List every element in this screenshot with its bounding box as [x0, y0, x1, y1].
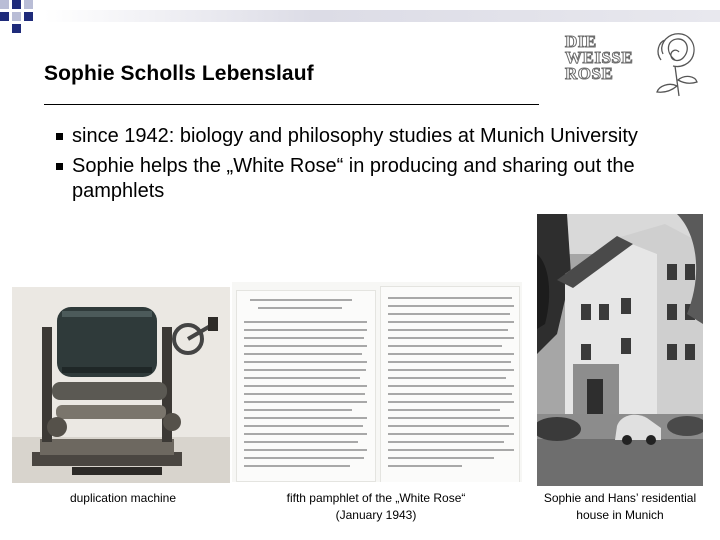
residential-house-photo [537, 214, 703, 486]
logo-line-1: DIE [565, 32, 597, 51]
house-caption-line-2: house in Munich [576, 508, 664, 522]
bullet-square-icon [56, 133, 63, 140]
duplication-machine-photo [12, 287, 230, 483]
logo-line-2: WEISSE [565, 48, 634, 67]
bullet-item [56, 124, 676, 149]
deco-square-2 [12, 0, 21, 9]
deco-square-7 [12, 24, 21, 33]
pamphlet-caption [248, 490, 504, 524]
deco-square-4 [0, 12, 9, 21]
house-caption [528, 490, 712, 524]
bullet-list [56, 124, 676, 209]
bullet-text: Sophie helps the „White Rose“ in producing and sharing out the pamphlets [72, 155, 635, 202]
bullet-item [56, 154, 676, 204]
logo-line-3: ROSE [565, 64, 614, 83]
pamphlet-caption-line-2: (January 1943) [335, 508, 417, 522]
slide-title: Sophie Scholls Lebenslauf [44, 62, 314, 85]
deco-square-5 [12, 12, 21, 21]
header-band [44, 10, 720, 22]
house-caption-line-1: Sophie and Hans’ residential [543, 491, 697, 505]
bullet-square-icon [56, 163, 63, 170]
deco-square-1 [0, 0, 9, 9]
rose-icon [645, 30, 705, 100]
white-rose-logo [555, 28, 707, 102]
bullet-text: since 1942: biology and philosophy studies at Munich University [72, 125, 638, 147]
deco-square-3 [24, 0, 33, 9]
pamphlet-photo [232, 282, 522, 482]
machine-caption: duplication machine [69, 491, 177, 505]
deco-square-6 [24, 12, 33, 21]
pamphlet-caption-line-1: fifth pamphlet of the „White Rose“ [286, 491, 466, 505]
title-underline [44, 104, 539, 105]
logo-text [565, 34, 633, 82]
